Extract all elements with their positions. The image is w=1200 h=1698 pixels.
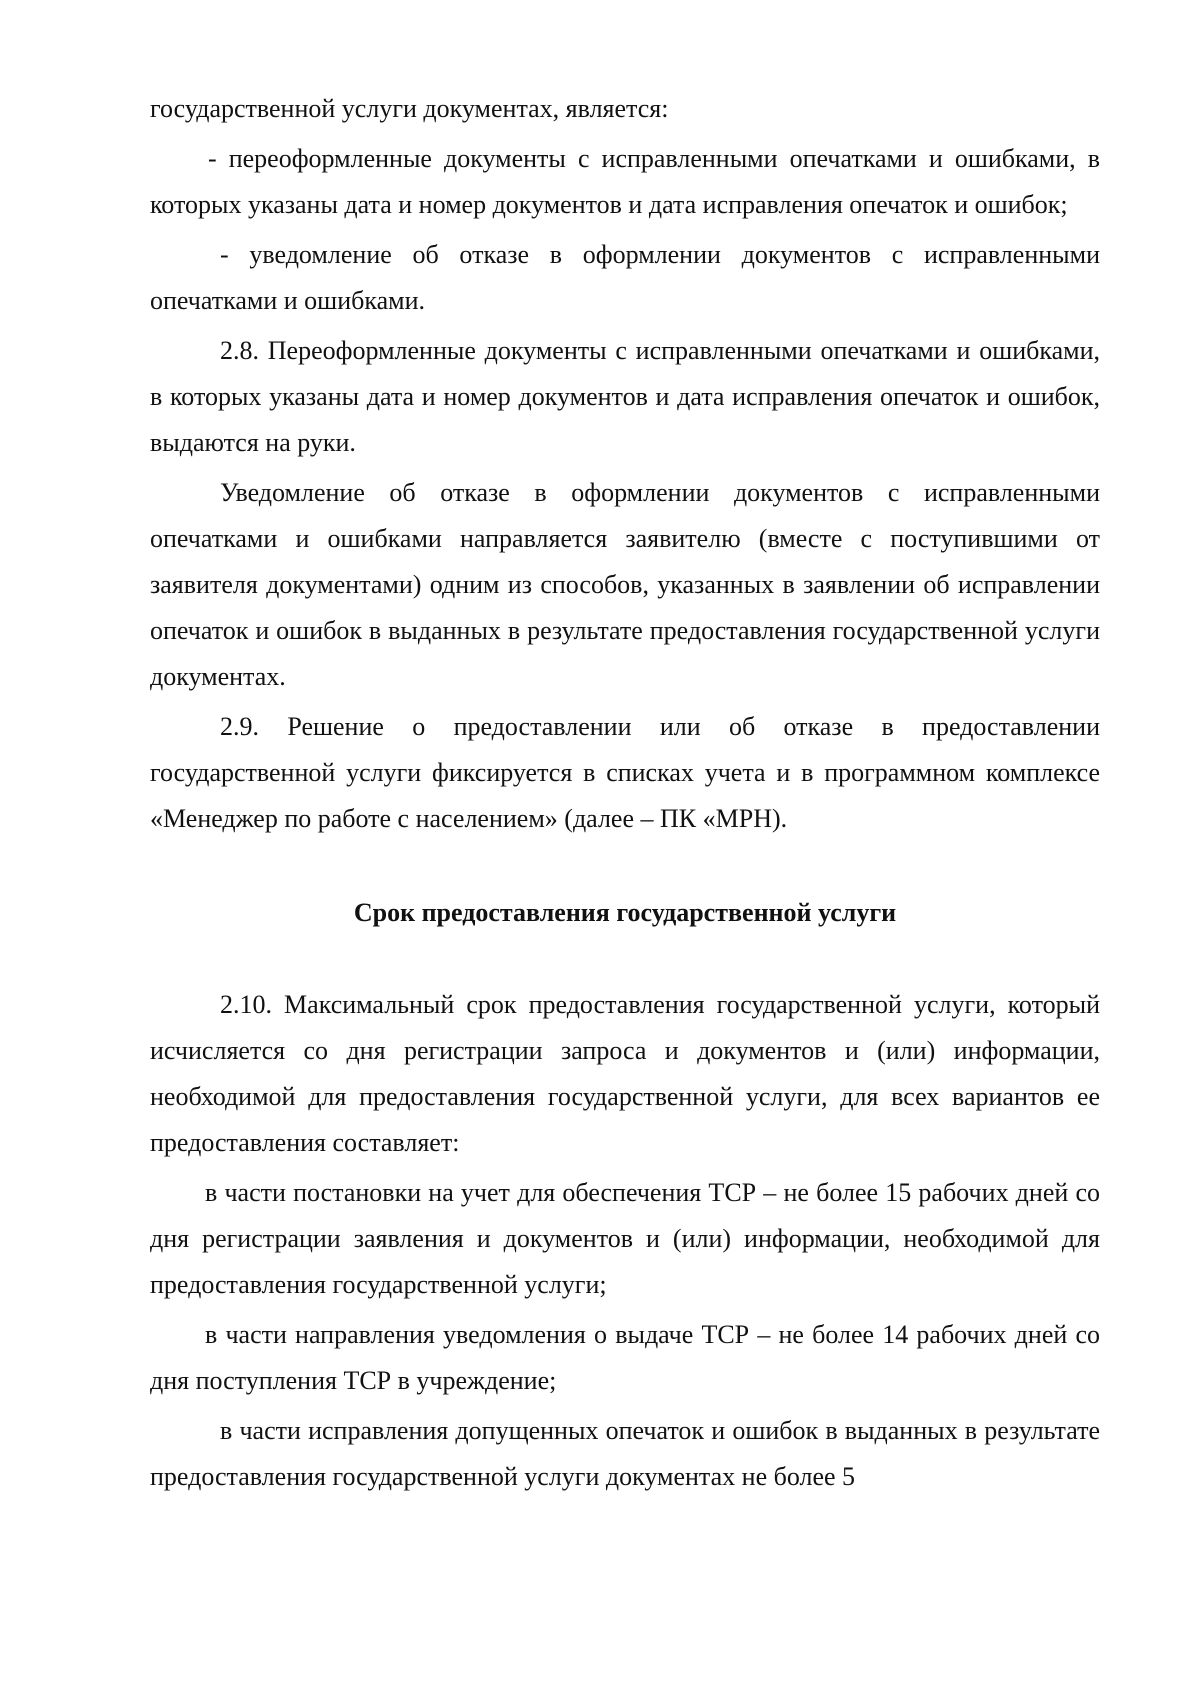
list-item-reissued-documents: - переоформленные документы с исправленными опечатками и ошибками, в которых указаны дата и номер документов и дата исправления опечаток и ошибок; xyxy=(150,144,1100,219)
paragraph-registration-term: в части постановки на учет для обеспечения ТСР – не более 15 рабочих дней со дня регистрации заявления и документов и (или) информации, необходимой для предоставления государственной услуги; xyxy=(150,1178,1100,1299)
paragraph-2-8: 2.8. Переоформленные документы с исправленными опечатками и ошибками, в которых указаны дата и номер документов и дата исправления опечаток и ошибок, выдаются на руки. xyxy=(150,336,1100,457)
paragraph-correction-term: в части исправления допущенных опечаток и ошибок в выданных в результате предоставления государственной услуги документах не более 5 xyxy=(150,1416,1100,1491)
section-heading: Срок предоставления государственной услуги xyxy=(353,898,897,927)
document-body xyxy=(150,86,1100,1500)
paragraph-2-10: 2.10. Максимальный срок предоставления государственной услуги, который исчисляется со дня регистрации запроса и документов и (или) информации, необходимой для предоставления государственной услуги, для всех вариантов ее предоставления составляет: xyxy=(150,990,1100,1157)
paragraph-2-9: 2.9. Решение о предоставлении или об отказе в предоставлении государственной услуги фиксируется в списках учета и в программном комплексе «Менеджер по работе с населением» (далее – ПК «МРН). xyxy=(150,712,1100,833)
paragraph-refusal-notice: Уведомление об отказе в оформлении документов с исправленными опечатками и ошибками направляется заявителю (вместе с поступившими от заявителя документами) одним из способов, указанных в заявлении об исправлении опечаток и ошибок в выданных в результате предоставления государственной услуги документах. xyxy=(150,478,1100,691)
paragraph-continuation: государственной услуги документах, является: xyxy=(150,94,669,123)
paragraph-notification-term: в части направления уведомления о выдаче ТСР – не более 14 рабочих дней со дня поступления ТСР в учреждение; xyxy=(150,1320,1100,1395)
list-item-refusal-notice: - уведомление об отказе в оформлении документов с исправленными опечатками и ошибками. xyxy=(150,240,1100,315)
